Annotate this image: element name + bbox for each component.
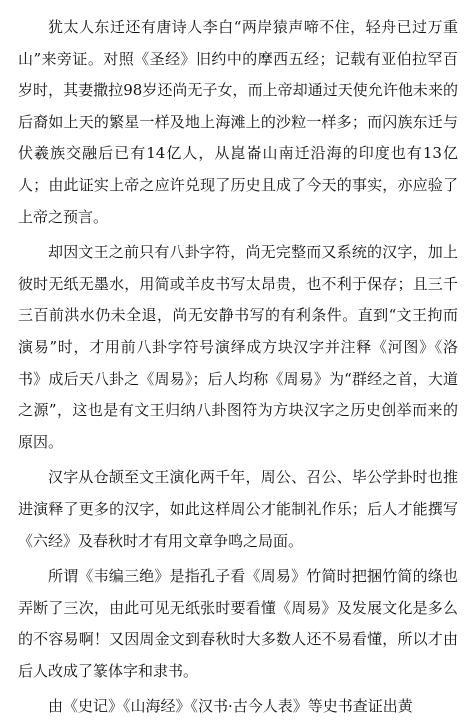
paragraph-1: 犹太人东迁还有唐诗人李白“两岸猿声啼不住，轻舟已过万重山”来旁证。对照《圣经》旧约中的摩西五经；记载有亚伯拉罕百岁时，其妻撒拉98岁还尚无子女，而上帝却通过天使允许他未来的后裔如上天的繁星一样及地上海滩上的沙粒一样多；而闪族东迁与伏羲族交融后已有14亿人，从崑崙山南迁沿海的印度也有13亿人；由此证实上帝之应许兑现了历史且成了今天的事实，亦应验了上帝之预言。 [18, 18, 458, 226]
paragraph-3: 汉字从仓颉至文王演化两千年，周公、召公、毕公学卦时也推进演释了更多的汉字，如此这样周公才能制礼作乐；后人才能撰写《六经》及春秋时才有用文章争鸣之局面。 [18, 468, 458, 550]
paragraph-5: 由《史记》《山海经》《汉书·古今人表》等史书查证出黄 [48, 697, 413, 716]
paragraph-4: 所谓《韦编三绝》是指孔子看《周易》竹简时把捆竹简的绦也弄断了三次，由此可见无纸张时要看懂《周易》及发展文化是多么的不容易啊！又因周金文到春秋时大多数人还不易看懂，所以才由后人改成了篆体字和隶书。 [18, 567, 458, 680]
paragraph-2: 却因文王之前只有八卦字符，尚无完整而又系统的汉字，加上彼时无纸无墨水，用简或羊皮书写太昂贵，也不利于保存；且三千三百前洪水仍未全退，尚无安静书写的有利条件。直到“文王拘而演易”时，才用前八卦字符号演绎成方块汉字并注释《河图》《洛书》成后天八卦之《周易》；后人均称《周易》为“群经之首，大道之源”，这也是有文王归纳八卦图符为方块汉字之历史创举而来的原因。 [18, 243, 458, 451]
